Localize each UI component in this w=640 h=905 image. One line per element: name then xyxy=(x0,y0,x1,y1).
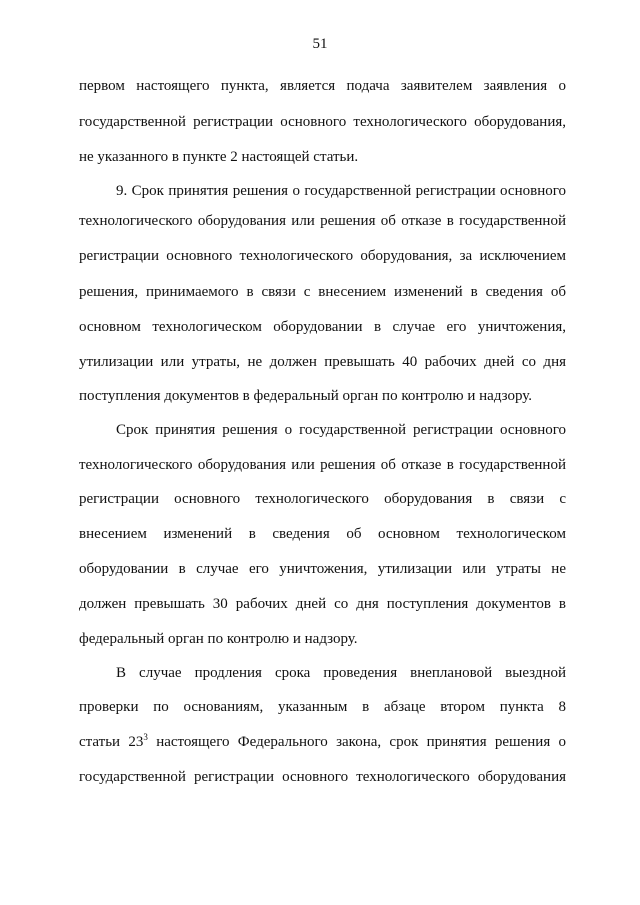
text-line: технологического оборудования или решения об отказе в государственной xyxy=(79,457,566,473)
text-line: оборудовании в случае его уничтожения, утилизации или утраты не xyxy=(79,561,566,577)
text-line: первом настоящего пункта, является подача заявителем заявления о xyxy=(79,78,566,94)
text-line: В случае продления срока проведения внеплановой выездной xyxy=(116,665,566,681)
text-line: проверки по основаниям, указанным в абзаце втором пункта 8 xyxy=(79,699,566,715)
text-line: регистрации основного технологического оборудования в связи с xyxy=(79,491,566,507)
text-line: основном технологическом оборудовании в случае его уничтожения, xyxy=(79,319,566,335)
article-reference: статьи $23^3$ xyxy=(79,732,148,750)
text-line: утилизации или утраты, не должен превышать 40 рабочих дней со дня xyxy=(79,354,566,370)
text-line: регистрации основного технологического оборудования, за исключением xyxy=(79,248,566,264)
text-line: технологического оборудования или решения об отказе в государственной xyxy=(79,213,566,229)
text-line: не указанного в пункте 2 настоящей статьи. xyxy=(79,149,359,165)
text-line: решения, принимаемого в связи с внесением изменений в сведения об xyxy=(79,284,566,300)
text-line: 9. Срок принятия решения о государственной регистрации основного xyxy=(116,183,566,199)
text-line: государственной регистрации основного технологического оборудования xyxy=(79,769,566,785)
page-number: 51 xyxy=(312,36,328,52)
text-line: внесением изменений в сведения об основном технологическом xyxy=(79,526,566,542)
text-line: статьи $23^3$ настоящего Федерального закона, срок принятия решения о xyxy=(79,732,567,750)
text-line: поступления документов в федеральный орган по контролю и надзору. xyxy=(79,388,533,404)
text-line: Срок принятия решения о государственной регистрации основного xyxy=(116,422,566,438)
text-line: государственной регистрации основного технологического оборудования, xyxy=(79,114,566,130)
article-superscript: 3 xyxy=(143,732,148,742)
text-line: федеральный орган по контролю и надзору. xyxy=(79,631,358,647)
text-line: должен превышать 30 рабочих дней со дня поступления документов в xyxy=(79,596,566,612)
